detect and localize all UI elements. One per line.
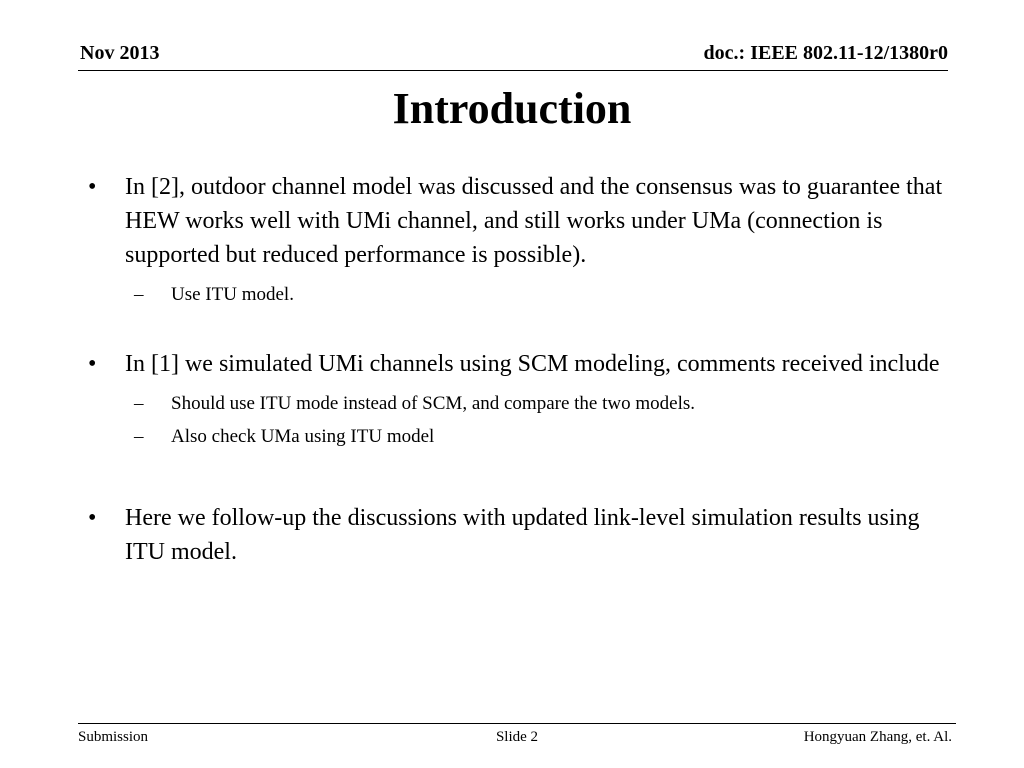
sub-bullet-text: Also check UMa using ITU model bbox=[171, 426, 435, 447]
sub-bullet-marker: – bbox=[134, 393, 144, 414]
header-date: Nov 2013 bbox=[80, 42, 160, 64]
sub-bullet-list bbox=[88, 387, 948, 453]
bullet-text: In [2], outdoor channel model was discussed and the consensus was to guarantee that HEW works well with UMi channel, and still works under UMa (connection is supported but reduced performance is possible). bbox=[125, 174, 943, 268]
spacer bbox=[88, 453, 948, 501]
sub-bullet-item bbox=[88, 278, 948, 311]
bullet-marker: • bbox=[88, 351, 97, 377]
sub-bullet-list bbox=[88, 278, 948, 311]
sub-bullet-text: Should use ITU mode instead of SCM, and compare the two models. bbox=[171, 393, 696, 414]
sub-bullet-marker: – bbox=[134, 284, 144, 305]
sub-bullet-item bbox=[88, 420, 948, 453]
header-doc-id: doc.: IEEE 802.11-12/1380r0 bbox=[703, 42, 948, 64]
footer-submission: Submission bbox=[78, 729, 149, 745]
slide-title: Introduction bbox=[392, 84, 632, 133]
bullet-marker: • bbox=[88, 505, 97, 531]
bullet-item bbox=[88, 170, 948, 272]
slide-footer bbox=[78, 723, 956, 754]
bullet-marker: • bbox=[88, 174, 97, 200]
slide-header bbox=[78, 40, 948, 71]
sub-bullet-marker: – bbox=[134, 426, 144, 447]
bullet-text: In [1] we simulated UMi channels using SCM modeling, comments received include bbox=[125, 351, 940, 377]
spacer bbox=[88, 311, 948, 347]
footer-slide-number: Slide 2 bbox=[495, 729, 539, 745]
footer-author: Hongyuan Zhang, et. Al. bbox=[803, 729, 952, 745]
sub-bullet-text: Use ITU model. bbox=[171, 284, 294, 305]
bullet-item bbox=[88, 501, 948, 569]
bullet-text: Here we follow-up the discussions with updated link-level simulation results using ITU model. bbox=[125, 505, 920, 565]
bullet-item bbox=[88, 347, 948, 381]
slide-body bbox=[88, 170, 948, 569]
sub-bullet-item bbox=[88, 387, 948, 420]
